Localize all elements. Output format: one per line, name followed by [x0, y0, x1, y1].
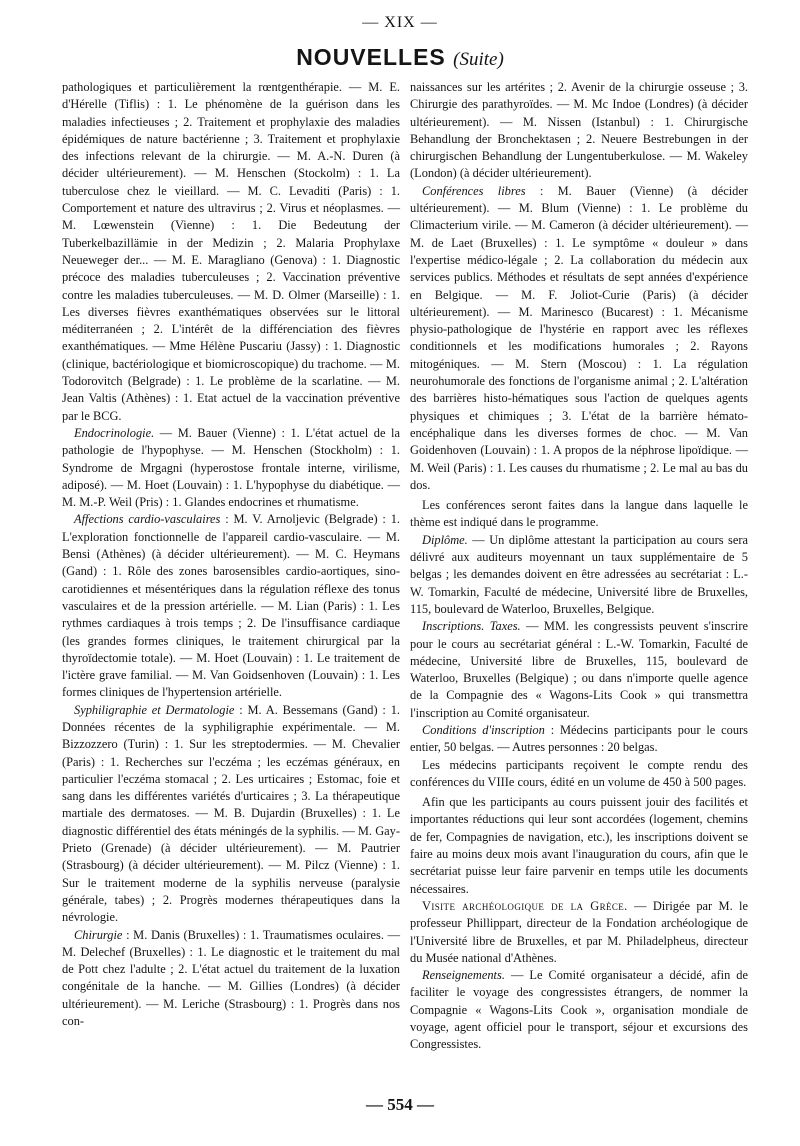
- section-heading: Syphiligraphie et Dermatologie: [74, 702, 235, 717]
- paragraph-chirurgie: [62, 927, 400, 1031]
- section-heading: Affections cardio-vasculaires: [74, 512, 221, 527]
- paragraph-visite: [410, 898, 748, 967]
- paragraph-conditions: [410, 722, 748, 757]
- paragraph-text: : M. A. Bessemans (Gand) : 1. Données récentes de la syphiligraphie expérimentale. — M. Bizzozzero (Turin) : 1. Sur les streptodermies. — M. Chevalier (Paris) : 1. Recherches sur l'eczéma ; les eczémas généraux, en particulier l'eczéma stomacal ; 2. Les urticaires ; Estomac, foie et sang dans les différentes variétés d'urticaires ; 3. La thérapeutique martiale des dermatoses. — M. B. Dujardin (Bruxelles) : 1. Le diagnostic différentiel des états méningés de la syphilis. — M. Gay-Prieto (Grenade) (à décider ultérieurement). — M. Pautrier (Strasbourg) (à décider ultérieurement). — M. Pilcz (Vienne) : 1. Sur le traitement moderne de la syphilis nerveuse (paralysie générale, tabes) ; 2. Progrès modernes thérapeutiques dans la névrologie.: [62, 702, 400, 925]
- paragraph-diplome: [410, 532, 748, 618]
- paragraph-syphiligraphie: [62, 702, 400, 927]
- paragraph-endocrinologie: [62, 425, 400, 511]
- paragraph-text: — Le Comité organisateur a décidé, afin de faciliter le voyage des congressistes étrangers, de nommer la Compagnie « Wagons-Lits Cook », organisation mondiale de voyage, agent officiel pour le transport, séjour et excursions des Congressistes.: [410, 968, 748, 1052]
- page-number: — 554 —: [366, 1095, 434, 1114]
- paragraph-inscriptions: [410, 618, 748, 722]
- paragraph-text: — Dirigée par M. le professeur Phillippart, directeur de la Fondation archéologique de l'Université libre de Bruxelles, et par M. Philadelpheus, directeur du Musée national d'Athènes.: [410, 898, 748, 965]
- title-suite: (Suite): [453, 49, 504, 70]
- section-heading: Visite archéologique de la Grèce.: [422, 898, 628, 913]
- paragraph-continued: naissances sur les artérites ; 2. Avenir de la chirurgie osseuse ; 3. Chirurgie des parathyroïdes. — M. Mc Indoe (Londres) (à décider ultérieurement). — M. Nissen (Istanbul) : 1. Chirurgische Behandlung der Bronchektasen ; 2. Neuere Bestrebungen in der chirurgischen Behandlung der Lungentuberkulose. — M. Wakeley (London) (à décider ultérieurement).: [410, 80, 748, 181]
- paragraph-text: : M. Bauer (Vienne) (à décider ultérieurement). — M. Blum (Vienne) : 1. Le problème du Climacterium virile. — M. Cameron (à décider ultérieurement). — M. de Laet (Bruxelles) : 1. Le symptôme « douleur » dans l'expertise médico-légale ; 2. La collaboration du médecin aux services publics. Méthodes et résultats de sept années d'expérience en Belgique. — M. F. Joliot-Curie (Paris) (à décider ultérieurement). — M. Marinesco (Bucarest) : 1. Mécanisme physio-pathologique de l'hystérie en rapport avec les réflexes conditionnels et les modifications humorales ; 2. Rayons mitogéniques. — M. Stern (Moscou) : 1. La régulation neurohumorale des fonctions de l'organisme animal ; 2. L'altération des barrières histo-hématiques sous l'action de quelques agents physiques et chimiques ; 3. L'état de la barrière hémato-encéphalique dans les diverses formes de choc. — M. Van Goidenhoven (Louvain) : 1. A propos de la néphrose lipoïdique. — M. Weil (Paris) : 1. Les causes du rhumatisme ; 2. Le mal au bas du dos.: [410, 183, 748, 492]
- section-heading: Diplôme.: [422, 532, 468, 547]
- paragraph-text: — Un diplôme attestant la participation au cours sera délivré aux auditeurs moyennant un taux supplémentaire de 5 belgas ; les demandes doivent en être adressées au secrétariat : L.-W. Tomarkin, Faculté de médecine, Université libre de Bruxelles, 115, boulevard de Waterloo, Bruxelles, Belgique.: [410, 532, 748, 616]
- section-heading: Inscriptions. Taxes.: [422, 619, 521, 634]
- paragraph-text: — M. Bauer (Vienne) : 1. L'état actuel de la pathologie de l'hypophyse. — M. Henschen (Stockholm) : 1. Syndrome de Mrgagni (hyperostose frontale interne, virilisme, adiposé). — M. Hoet (Louvain) : 1. L'hypophyse du diabétique. — M. M.-P. Weil (Pris) : 1. Glandes endocrines et rhumatisme.: [62, 425, 400, 510]
- section-heading: Conférences libres: [422, 183, 526, 198]
- page-title: [0, 44, 800, 71]
- paragraph-text: : M. V. Arnoljevic (Belgrade) : 1. L'exploration fonctionnelle de l'appareil cardio-vasculaire. — M. Bensi (Athènes) (à décider ultérieurement). — M. C. Heymans (Gand) : 1. Rôle des zones barosensibles cardio-aortiques, sino-carotidiennes et mésentériques dans la régulation réflexe des tonus vasculaires et de la pression artérielle. — M. Lian (Paris) : 1. Les rythmes cardiaques à trois temps ; 2. De l'insuffisance cardiaque (les grandes formes cliniques, le traitement chirurgical par la thyroïdectomie totale). — M. Hoet (Louvain) : 1. Le traitement de l'ictère grave familial. — M. Van Goidsenhoven (Louvain) : 1. Les formes cliniques de l'hypertension artérielle.: [62, 512, 400, 700]
- section-heading: Renseignements.: [422, 968, 505, 983]
- paragraph-continued: pathologiques et particulièrement la rœntgenthérapie. — M. E. d'Hérelle (Tiflis) : 1. Le phénomène de la guérison dans les maladies infectieuses ; 2. Traitement et prophylaxie des maladies épidémiques de nature bactérienne ; 3. Traitement et prophylaxie des infections relevant de la chirurgie. — M. A.-N. Duren (à décider ultérieurement). — M. Henschen (Stockolm) : 1. La tuberculose chez le vieillard. — M. C. Levaditi (Paris) : 1. Comportement et nature des ultravirus ; 2. Virus et néoplasmes. — M. Lœwenstein (Vienne) : 1. Die Bedeutung der Tuberkelbazillämie in der Medizin ; 2. Malaria Prophylaxe Neueweger der... — M. E. Maragliano (Genova) : 1. Diagnostic précoce des maladies tuberculeuses ; 2. Vaccination préventive contre les maladies tuberculeuses. — M. D. Olmer (Marseille) : 1. Les diverses fièvres exanthématiques observées sur le littoral méditerranéen ; 2. L'intérêt de la différenciation des fièvres exanthématiques. — Mme Hélène Puscariu (Jassy) : 1. Diagnostic (clinique, bactériologique et biomicroscopique) du trachome. — M. Todorovitch (Belgrade) : 1. Le problème de la scarlatine. — M. Jean Valtis (Athènes) : 1. Etat actuel de la vaccination préventive par le BCG.: [62, 80, 400, 423]
- section-heading: Chirurgie: [74, 927, 123, 942]
- paragraph-renseignements: [410, 967, 748, 1053]
- right-column: [410, 79, 748, 1054]
- roman-page-number: — XIX —: [362, 14, 438, 31]
- paragraph-compte-rendu: Les médecins participants reçoivent le compte rendu des conférences du VIIIe cours, édité en un volume de 450 à 500 pages.: [410, 757, 748, 789]
- left-column: [62, 79, 400, 1030]
- paragraph-text: : Médecins participants pour le cours entier, 50 belgas. — Autres personnes : 20 belgas.: [410, 722, 748, 755]
- title-text: NOUVELLES: [296, 44, 446, 70]
- section-heading: Conditions d'inscription: [422, 722, 545, 737]
- paragraph-langue: Les conférences seront faites dans la langue dans laquelle le thème est indiqué dans le programme.: [410, 498, 748, 530]
- paragraph-text: : M. Danis (Bruxelles) : 1. Traumatismes oculaires. — M. Delechef (Bruxelles) : 1. Le diagnostic et le traitement du mal de Pott chez l'adulte ; 2. L'état actuel du traitement de la luxation congénitale de la hanche. — M. Gillies (Londres) (à décider ultérieurement). — M. Leriche (Strasbourg) : 1. Progrès dans nos con-: [62, 927, 400, 1029]
- paragraph-text: — MM. les congressists peuvent s'inscrire pour le cours au secrétariat général : L.-W. Tomarkin, Faculté de médecine, Université libre de Bruxelles, 115, boulevard de Waterloo, Bruxelles (Belgique) ; ou dans n'importe quelle agence de la Compagnie des « Wagons-Lits Cook » qui transmettra l'inscription au Comité organisateur.: [410, 619, 748, 720]
- paragraph-cardio-vasculaires: [62, 511, 400, 701]
- paragraph-conferences-libres: [410, 183, 748, 494]
- section-heading: Endocrinologie.: [74, 425, 155, 440]
- paragraph-facilites: Afin que les participants au cours puissent jouir des facilités et importantes réductions qui leur sont accordées (logement, chemins de fer, Compagnies de navigation, etc.), les inscriptions doivent se faire au moins deux mois avant l'inauguration du cours, afin que le secrétariat puisse leur faire parvenir en temps utile les documents nécessaires.: [410, 795, 748, 896]
